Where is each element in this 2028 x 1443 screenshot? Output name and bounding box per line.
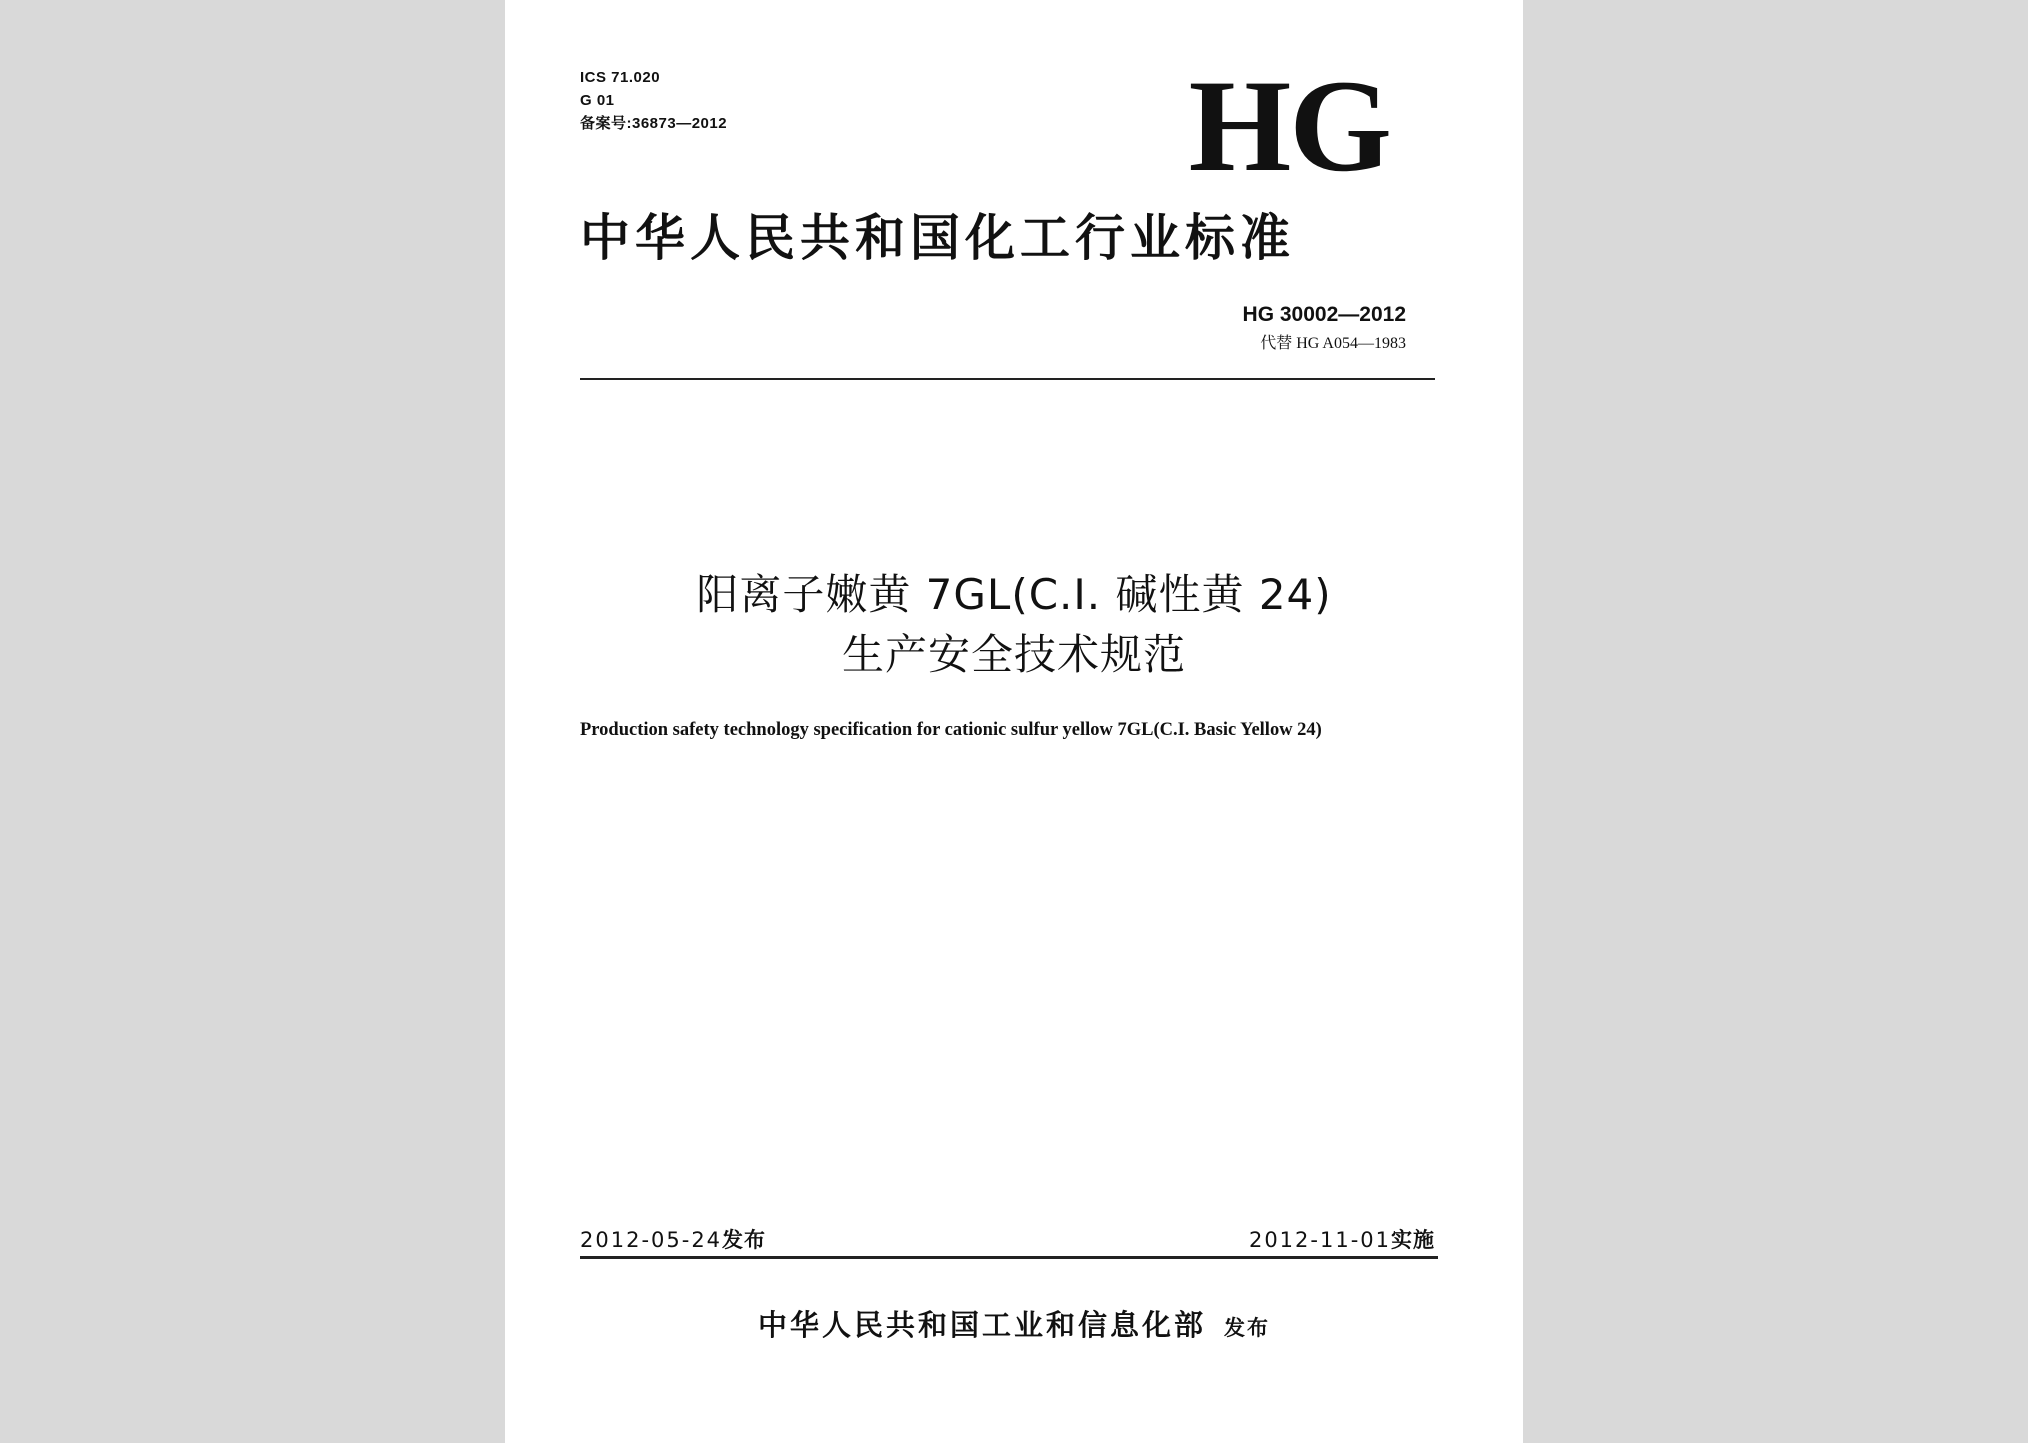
- publisher-name: 中华人民共和国工业和信息化部: [757, 1308, 1206, 1342]
- standard-number: HG 30002—2012: [1242, 303, 1406, 326]
- classification-block: [580, 66, 727, 135]
- document-title: [505, 565, 1523, 685]
- header-divider: [580, 378, 1435, 380]
- issue-date-block: [580, 1226, 766, 1254]
- document-page: [505, 0, 1523, 1443]
- publisher-line: [505, 1305, 1523, 1348]
- implement-label: 实施: [1391, 1228, 1435, 1252]
- footer-divider: [580, 1256, 1438, 1259]
- standard-title: 中华人民共和国化工行业标准: [580, 209, 1295, 267]
- document-title-line2: 生产安全技术规范: [841, 630, 1186, 679]
- document-title-line1: 阳离子嫩黄 7GL(C.I. 碱性黄 24): [696, 570, 1332, 619]
- implement-date-block: [1249, 1226, 1435, 1254]
- ccs-code: G 01: [580, 92, 615, 109]
- publisher-action: 发布: [1224, 1316, 1270, 1340]
- replaces-standard: 代替 HG A054—1983: [1260, 335, 1406, 352]
- issue-label: 发布: [722, 1228, 767, 1252]
- hg-logo: HG: [1188, 52, 1390, 199]
- ics-code: ICS 71.020: [580, 69, 661, 86]
- record-number: 备案号:36873—2012: [580, 115, 728, 132]
- english-title: Production safety technology specification for cationic sulfur yellow 7GL(C.I. Basic Yellow 24): [580, 720, 1322, 740]
- issue-date: 2012-05-24: [580, 1228, 723, 1252]
- implement-date: 2012-11-01: [1248, 1228, 1391, 1252]
